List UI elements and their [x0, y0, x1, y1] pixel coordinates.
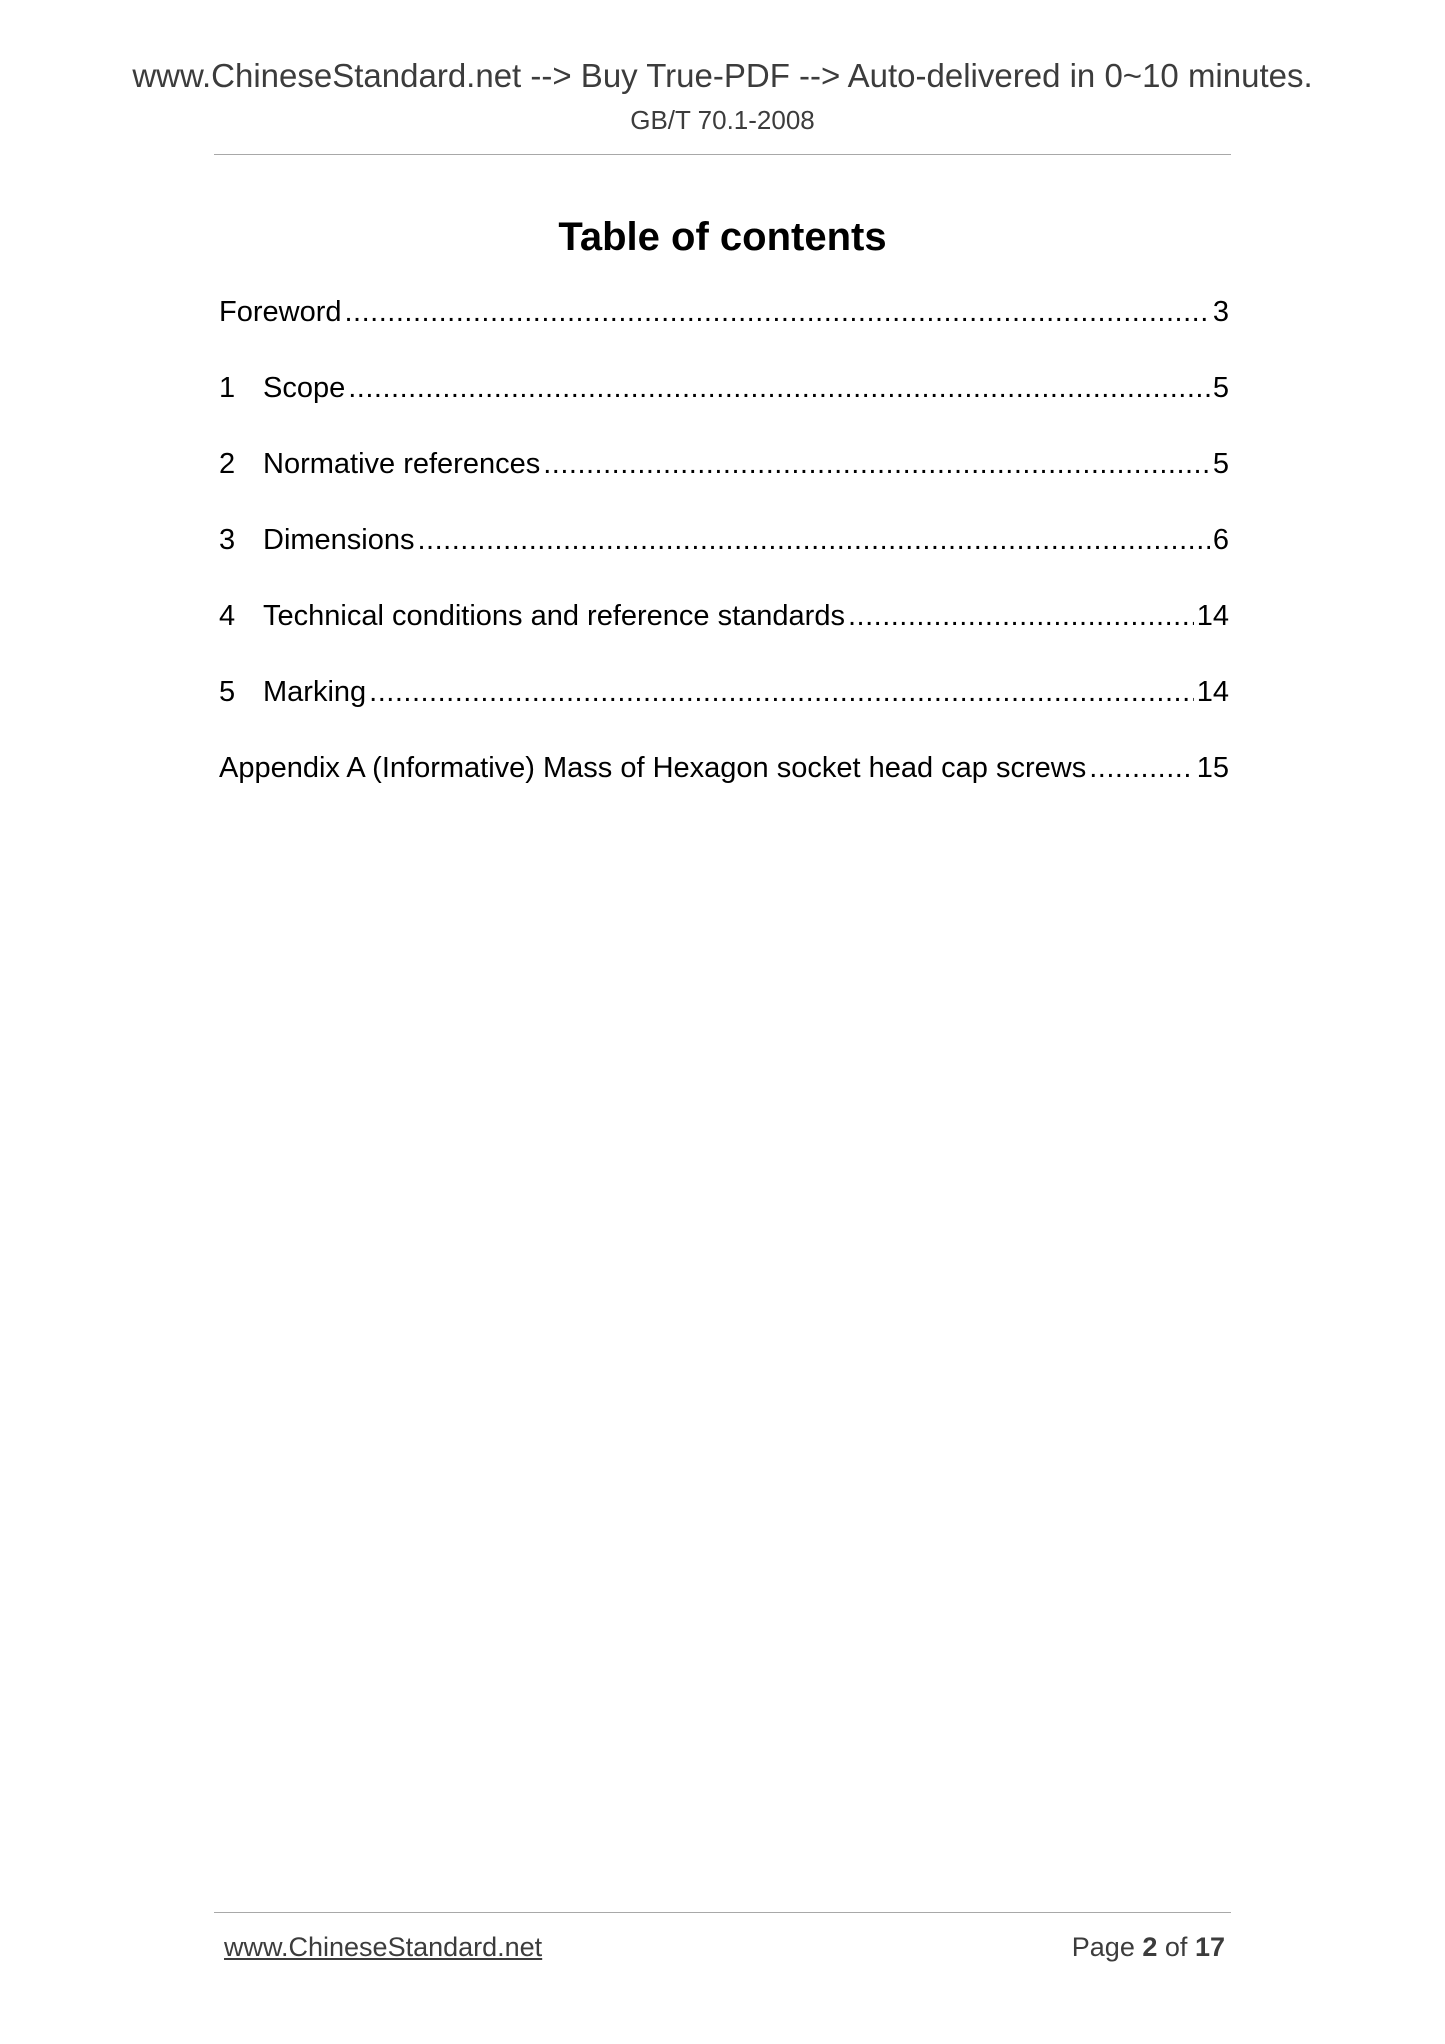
page-total: 17 [1194, 1932, 1225, 1962]
toc-dot-leader [348, 368, 1210, 408]
toc-entry-dimensions[interactable] [219, 520, 1229, 596]
toc-entry-page: 3 [1212, 296, 1229, 328]
toc-entry-page: 15 [1196, 752, 1229, 784]
page-number [1072, 1930, 1225, 1964]
page-of: of [1164, 1932, 1188, 1962]
toc-entry-label: Normative references [263, 448, 541, 480]
toc-title: Table of contents [558, 215, 887, 259]
toc-entry-label: Dimensions [263, 524, 415, 556]
toc-list [219, 292, 1229, 824]
footer-divider [214, 1912, 1231, 1913]
toc-entry-page: 5 [1212, 448, 1229, 480]
toc-dot-leader [418, 520, 1210, 560]
document-id: GB/T 70.1-2008 [630, 105, 815, 135]
toc-entry-label: Scope [263, 372, 346, 404]
toc-entry-foreword[interactable] [219, 292, 1229, 368]
toc-entry-marking[interactable] [219, 672, 1229, 748]
toc-dot-leader [369, 672, 1194, 712]
toc-entry-page: 5 [1212, 372, 1229, 404]
toc-entry-number: 5 [219, 676, 236, 708]
header-banner: www.ChineseStandard.net --> Buy True-PDF --> Auto-delivered in 0~10 minutes. [132, 57, 1313, 94]
toc-entry-page: 14 [1196, 676, 1229, 708]
toc-dot-leader [345, 292, 1210, 332]
page-current: 2 [1142, 1932, 1158, 1962]
toc-entry-label: Technical conditions and reference standards [263, 600, 845, 632]
toc-entry-number: 4 [219, 600, 236, 632]
toc-entry-scope[interactable] [219, 368, 1229, 444]
toc-entry-number: 1 [219, 372, 236, 404]
toc-dot-leader [1089, 748, 1194, 788]
toc-entry-page: 6 [1212, 524, 1229, 556]
toc-entry-page: 14 [1196, 600, 1229, 632]
toc-entry-normative-references[interactable] [219, 444, 1229, 520]
toc-entry-appendix-a[interactable] [219, 748, 1229, 824]
toc-entry-technical-conditions[interactable] [219, 596, 1229, 672]
toc-entry-number: 3 [219, 524, 236, 556]
toc-entry-label: Appendix A (Informative) Mass of Hexagon socket head cap screws [219, 752, 1087, 784]
toc-dot-leader [848, 596, 1194, 636]
footer-website-link[interactable]: www.ChineseStandard.net [224, 1932, 543, 1962]
toc-entry-number: 2 [219, 448, 236, 480]
header-divider [214, 154, 1231, 155]
toc-entry-label: Foreword [219, 296, 342, 328]
toc-dot-leader [543, 444, 1210, 484]
toc-entry-label: Marking [263, 676, 367, 708]
page-prefix: Page [1071, 1932, 1135, 1962]
